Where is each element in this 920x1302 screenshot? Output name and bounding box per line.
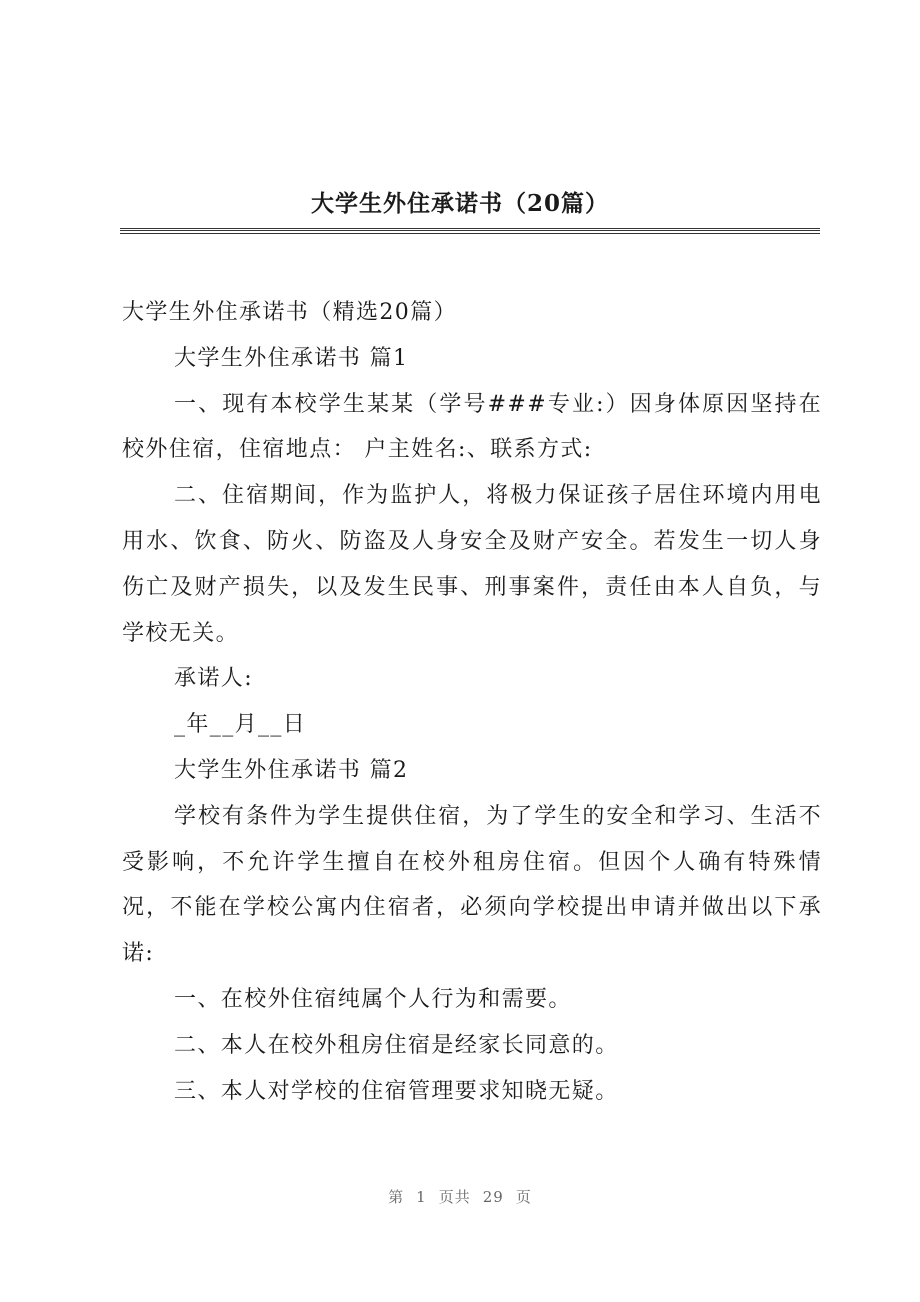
paragraph: 二、本人在校外租房住宿是经家长同意的。: [174, 1032, 619, 1058]
paragraph: 学校有条件为学生提供住宿，为了学生的安全和学习、生活不受影响，不允许学生擅自在校外租房住宿。但因个人确有特殊情况，不能在学校公寓内住宿者，必须向学校提出申请并做出以下承诺:: [122, 803, 822, 967]
title-divider: [120, 228, 820, 234]
paragraph: 一、在校外住宿纯属个人行为和需要。: [174, 986, 572, 1012]
signature-line: 承诺人:: [174, 666, 254, 692]
page-number: 1: [416, 1188, 427, 1206]
footer-prefix: 第: [388, 1188, 405, 1206]
paragraph: 三、本人对学校的住宿管理要求知晓无疑。: [174, 1078, 619, 1104]
footer-suffix: 页: [515, 1188, 532, 1206]
section-heading: 大学生外住承诺书 篇1: [174, 345, 409, 371]
paragraph: 大学生外住承诺书（精选20篇）: [122, 300, 457, 325]
footer-middle: 页共: [438, 1188, 471, 1206]
date-line: _年__月__日: [174, 712, 307, 738]
total-pages: 29: [482, 1188, 504, 1206]
paragraph: 二、住宿期间，作为监护人，将极力保证孩子居住环境内用电用水、饮食、防火、防盗及人身安全及财产安全。若发生一切人身伤亡及财产损失，以及发生民事、刑事案件，责任由本人自负，与学校无关。: [122, 483, 822, 646]
page-footer: [0, 1186, 920, 1207]
paragraph: 一、现有本校学生某某（学号###专业:）因身体原因坚持在校外住宿，住宿地点： 户主姓名:、联系方式:: [122, 391, 822, 463]
page-title: 大学生外住承诺书（20篇）: [310, 190, 609, 217]
section-heading: 大学生外住承诺书 篇2: [174, 757, 409, 783]
document-body: [122, 290, 822, 1114]
